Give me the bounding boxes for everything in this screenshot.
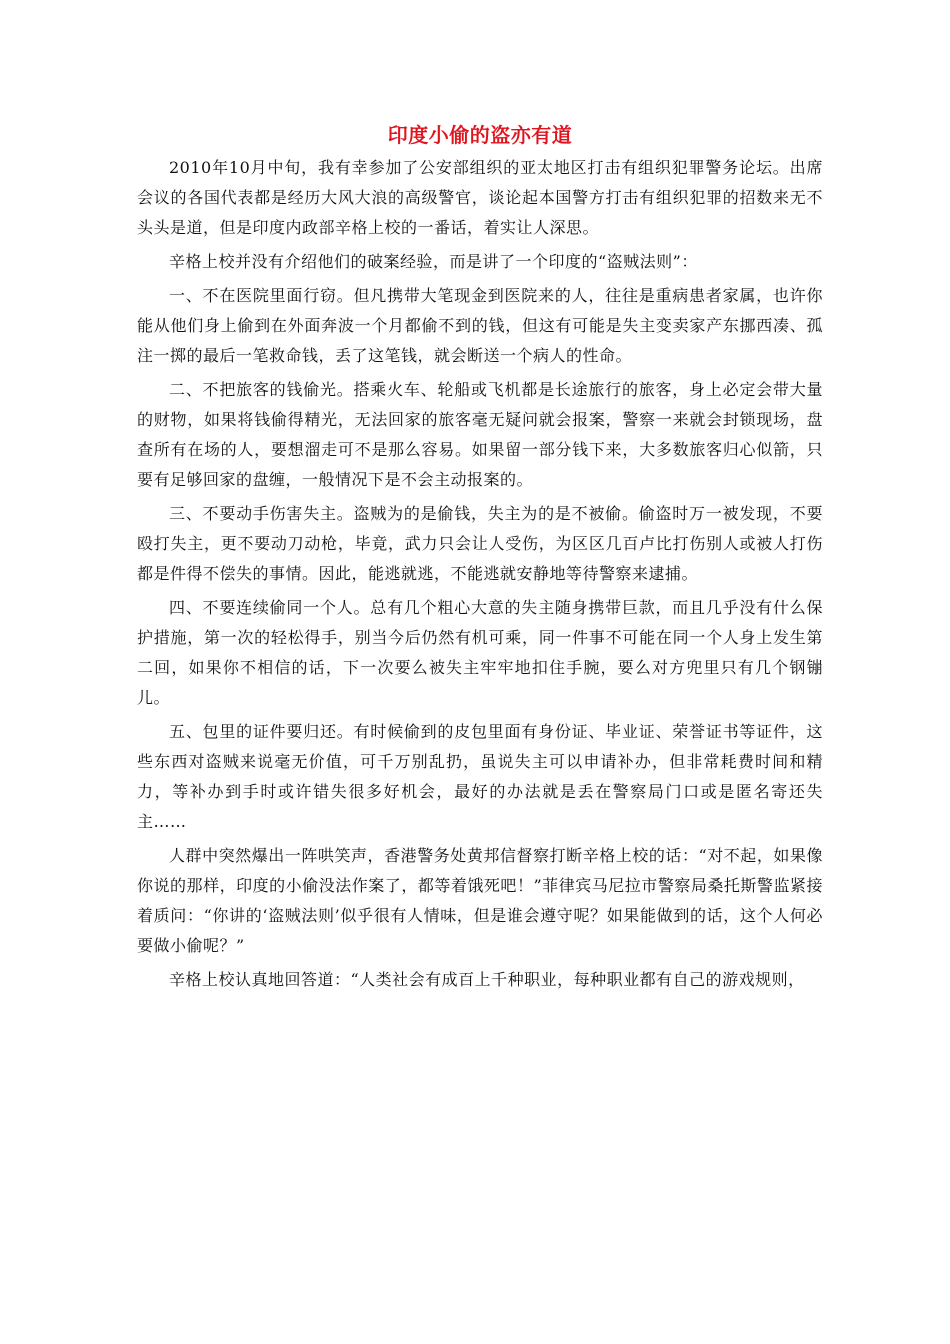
paragraph-intro: 2010年10月中旬，我有幸参加了公安部组织的亚太地区打击有组织犯罪警务论坛。出席会议的各国代表都是经历大风大浪的高级警官，谈论起本国警方打击有组织犯罪的招数来无不头头是道，但是印度内政部辛格上校的一番话，着实让人深思。: [137, 158, 823, 237]
paragraph-rule-3: 三、不要动手伤害失主。盗贼为的是偷钱，失主为的是不被偷。偷盗时万一被发现，不要殴打失主，更不要动刀动枪，毕竟，武力只会让人受伤，为区区几百卢比打伤别人或被人打伤都是件得不偿失的事情。因此，能逃就逃，不能逃就安静地等待警察来逮捕。: [137, 504, 823, 583]
paragraph-rules-intro: 辛格上校并没有介绍他们的破案经验，而是讲了一个印度的“盗贼法则”：: [169, 252, 698, 271]
paragraph-rule-2: 二、不把旅客的钱偷光。搭乘火车、轮船或飞机都是长途旅行的旅客，身上必定会带大量的财物，如果将钱偷得精光，无法回家的旅客毫无疑问就会报案，警察一来就会封锁现场，盘查所有在场的人，要想溜走可不是那么容易。如果留一部分钱下来，大多数旅客归心似箭，只要有足够回家的盘缠，一般情况下是不会主动报案的。: [137, 380, 823, 489]
paragraph-rule-4: 四、不要连续偷同一个人。总有几个粗心大意的失主随身携带巨款，而且几乎没有什么保护措施，第一次的轻松得手，别当今后仍然有机可乘，同一件事不可能在同一个人身上发生第二回，如果你不相信的话，下一次要么被失主牢牢地扣住手腕，要么对方兜里只有几个钢镚儿。: [137, 598, 823, 707]
paragraph-audience-reaction: 人群中突然爆出一阵哄笑声，香港警务处黄邦信督察打断辛格上校的话：“对不起，如果像你说的那样，印度的小偷没法作案了，都等着饿死吧！”菲律宾马尼拉市警察局桑托斯警监紧接着质问：“你讲的‘盗贼法则’似乎很有人情味，但是谁会遵守呢？如果能做到的话，这个人何必要做小偷呢？”: [137, 846, 823, 955]
article-body: [137, 119, 823, 999]
article-title: 印度小偷的盗亦有道: [387, 123, 573, 147]
paragraph-singh-answer: 辛格上校认真地回答道：“人类社会有成百上千种职业，每种职业都有自己的游戏规则，: [169, 970, 805, 989]
paragraph-rule-5: 五、包里的证件要归还。有时候偷到的皮包里面有身份证、毕业证、荣誉证书等证件，这些东西对盗贼来说毫无价值，可千万别乱扔，虽说失主可以申请补办，但非常耗费时间和精力，等补办到手时或许错失很多好机会，最好的办法就是丢在警察局门口或是匿名寄还失主……: [137, 722, 823, 831]
paragraph-rule-1: 一、不在医院里面行窃。但凡携带大笔现金到医院来的人，往往是重病患者家属，也许你能从他们身上偷到在外面奔波一个月都偷不到的钱，但这有可能是失主变卖家产东挪西凑、孤注一掷的最后一笔救命钱，丢了这笔钱，就会断送一个病人的性命。: [137, 286, 823, 365]
